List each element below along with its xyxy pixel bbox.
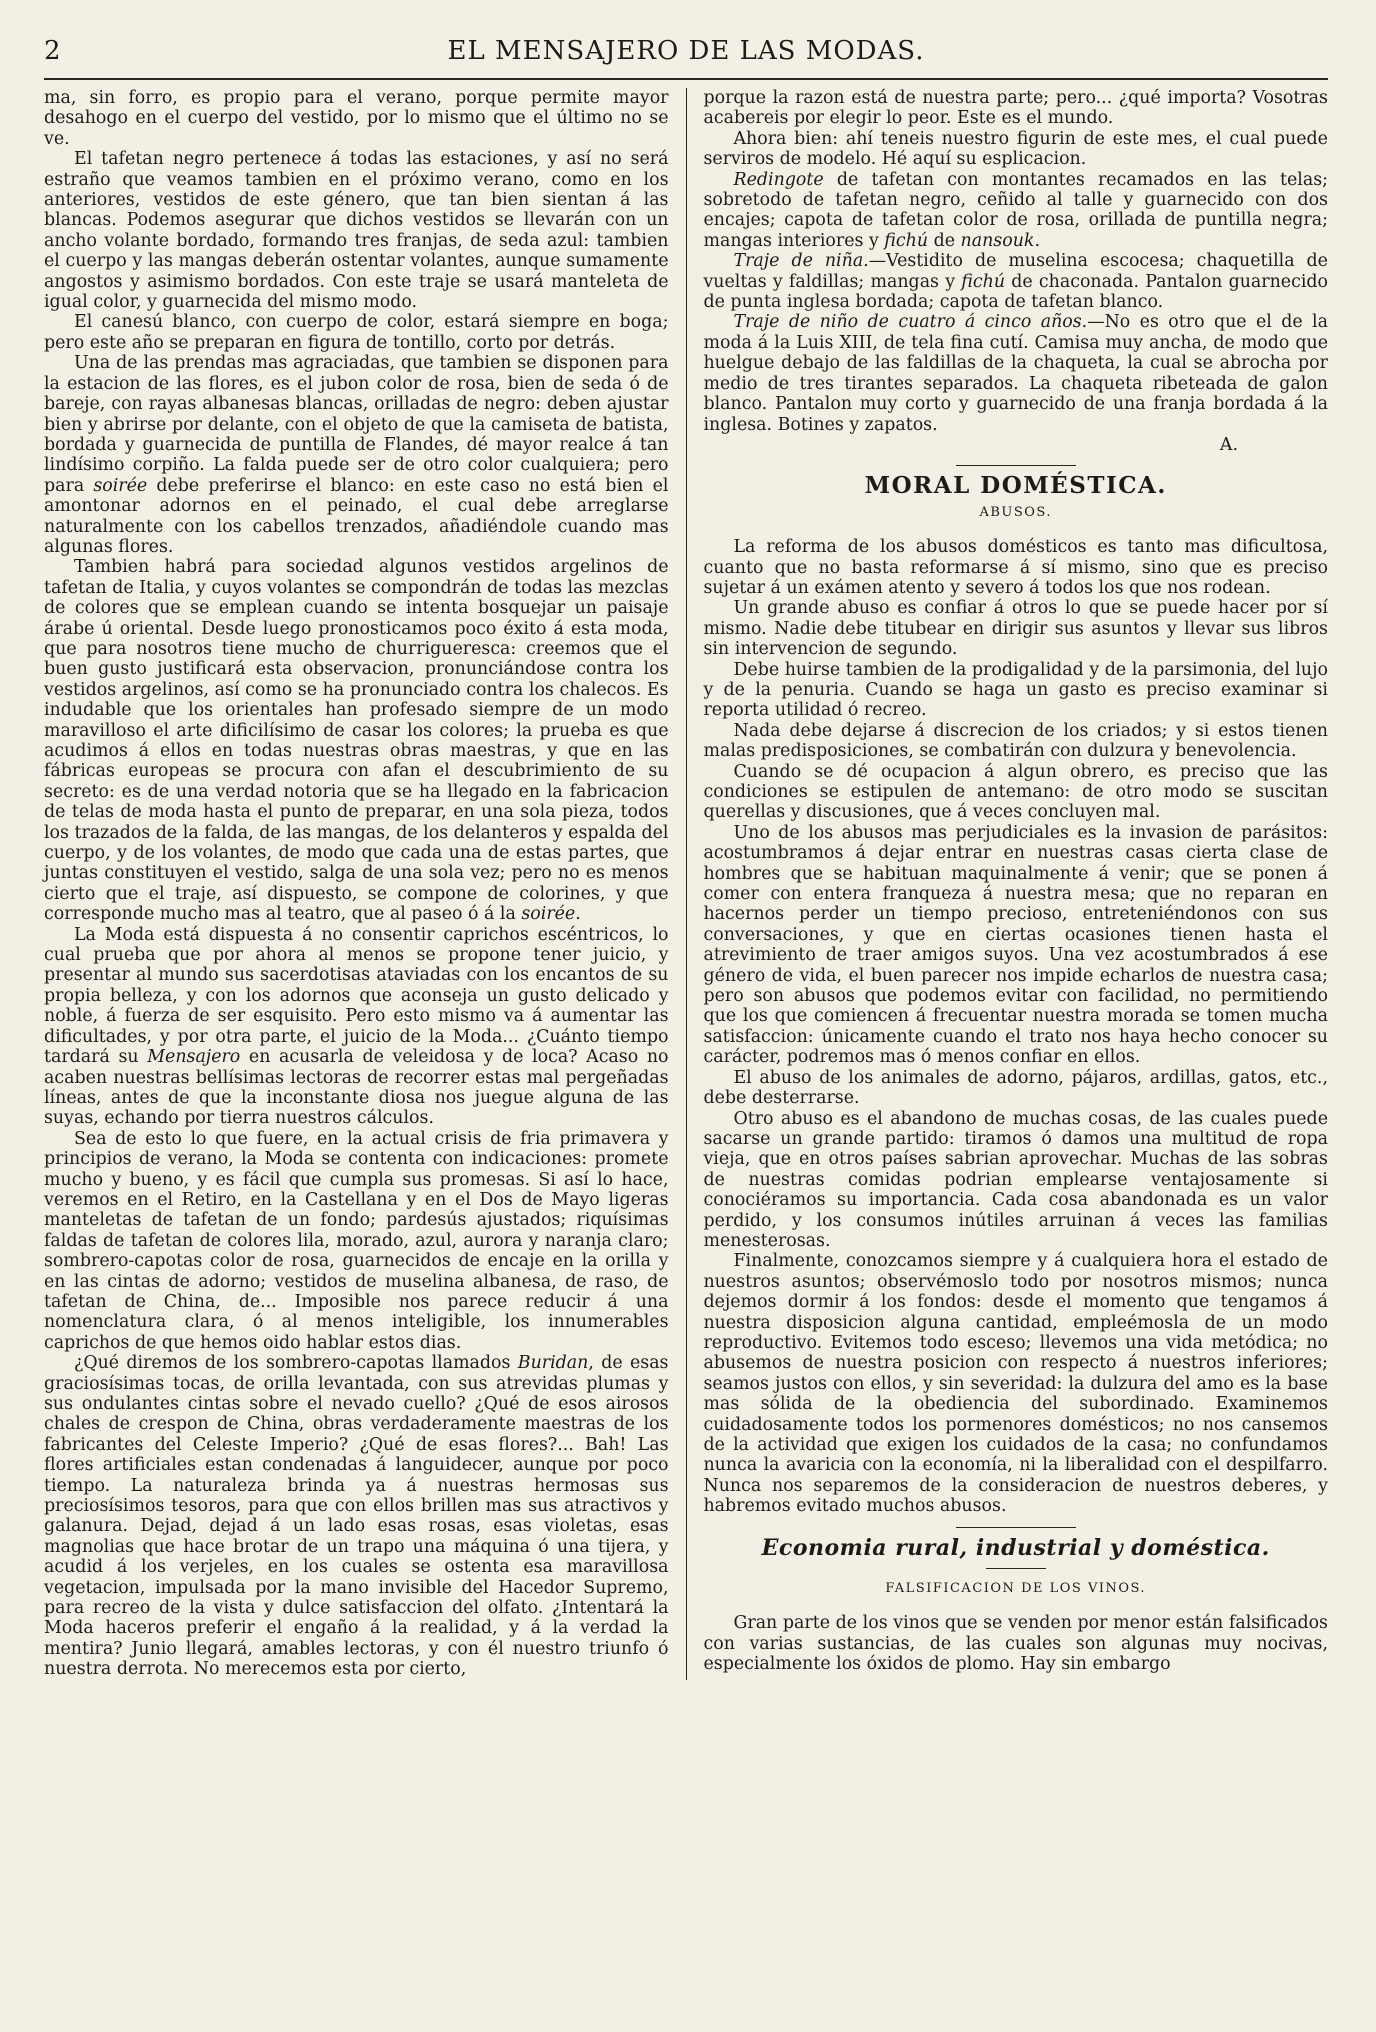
paragraph: El tafetan negro pertenece á todas las estaciones, y así no será estraño que veamos tambien en el próximo verano, como en los anteriores, vestidos de este género, que tan bien sientan á las blancas. Podemos asegurar que dichos vestidos se llevarán con un ancho volante bordado, formando tres franjas, de seda azul: tambien el cuerpo y las mangas deberán ostentar volantes, aunque sumamente angostos y asimismo bordados. Con este traje se usará manteleta de igual color, y guarnecida del mismo modo. bbox=[44, 149, 669, 313]
paragraph: El abuso de los animales de adorno, pájaros, ardillas, gatos, etc., debe desterrarse. bbox=[703, 1067, 1328, 1109]
paragraph: Tambien habrá para sociedad algunos vestidos argelinos de tafetan de Italia, y cuyos volantes se compondrán de todas las mezclas de colores que se emplean cuando se intenta bosquejar un paisaje árabe ú oriental. Desde luego pronosticamos poco éxito á esta moda, que para nosotros tiene mucho de churrigueresca: creemos que el buen gusto justificará esta observacion, pronunciándose contra los vestidos argelinos, así como se ha pronunciado contra los chalecos. Es indudable que los orientales han profesado siempre de un modo maravilloso el arte dificilísimo de casar los colores; la prueba es que acudimos á ellos en todas nuestras obras maestras, y que en las fábricas europeas se procura con afan el descubrimiento de su secreto: es de una verdad notoria que se ha llegado en la fabricacion de telas de moda hasta el punto de preparar, en una sola pieza, todos los trazados de la falda, de las mangas, de los delanteros y espalda del cuerpo, y de los volantes, de modo que cada una de estas partes, que juntas constituyen el vestido, salga de una sola vez; pero no es menos cierto que el traje, así dispuesto, se compone de colorines, y que corresponde mucho mas al teatro, que al paseo ó á la soirée. bbox=[44, 557, 669, 925]
paragraph: Nada debe dejarse á discrecion de los criados; y si estos tienen malas predisposiciones, se combatirán con dulzura y benevolencia. bbox=[703, 720, 1328, 762]
paragraph: Ahora bien: ahí teneis nuestro figurin de este mes, el cual puede serviros de modelo. Hé aquí su esplicacion. bbox=[703, 128, 1328, 170]
signature: A. bbox=[1219, 434, 1238, 455]
column-divider bbox=[686, 88, 687, 1680]
paragraph: Uno de los abusos mas perjudiciales es la invasion de parásitos: acostumbramos á dejar entrar en nuestras casas cierta clase de hombres que se habituan maquinalmente á venir; que se ponen á comer con entera franqueza á nuestra mesa; que no reparan en hacernos perder un tiempo precioso, entreteniéndonos con sus conversaciones, y que en ciertas ocasiones tienen hasta el atrevimiento de traer amigos suyos. Una vez acostumbrados á ese género de vida, el buen parecer nos impide echarlos de nuestra casa; pero son abusos que podemos evitar con facilidad, no permitiendo que los que comiencen á frecuentar nuestra morada se tomen mucha satisfaccion: únicamente cuando el trato nos haya hecho conocer su carácter, podremos mas ó menos confiar en ellos. bbox=[703, 822, 1328, 1068]
paragraph: El canesú blanco, con cuerpo de color, estará siempre en boga; pero este año se preparan en figura de tontillo, corto por detrás. bbox=[44, 312, 669, 353]
section-rule bbox=[956, 1527, 1076, 1528]
paragraph: Una de las prendas mas agraciadas, que tambien se disponen para la estacion de las flores, es el jubon color de rosa, bien de seda ó de bareje, con rayas albanesas blancas, orilladas de negro: deben ajustar bien y abrirse por delante, con el objeto de que la camiseta de batista, bordada y guarnecida de puntilla de Flandes, dé mayor realce á tan lindísimo corpiño. La falda puede ser de otro color cualquiera; pero para soirée debe preferirse el blanco: en este caso no está bien el amontonar adornos en el peinado, el cual debe arreglarse naturalmente con los cabellos trenzados, añadiéndole cuando mas algunas flores. bbox=[44, 353, 669, 557]
paragraph: porque la razon está de nuestra parte; pero... ¿qué importa? Vosotras acabereis por elegir lo peor. Este es el mundo. bbox=[703, 88, 1328, 129]
paragraph: Gran parte de los vinos que se venden por menor están falsificados con varias sustancias, de las cuales son algunas muy nocivas, especialmente los óxidos de plomo. Hay sin embargo bbox=[703, 1613, 1328, 1675]
paragraph: Un grande abuso es confiar á otros lo que se puede hacer por sí mismo. Nadie debe titubear en dirigir sus asuntos y llevar sus libros sin intervencion de segundo. bbox=[703, 598, 1328, 660]
paragraph: Otro abuso es el abandono de muchas cosas, de las cuales puede sacarse un grande partido: tiramos ó damos una multitud de ropa vieja, que en otros países sabrian aprovechar. Muchas de las sobras de nuestras comidas podrian emplearse ventajosamente si conociéramos su importancia. Cada cosa abandonada es un valor perdido, y los consumos inútiles arruinan á veces las familias menesterosas. bbox=[703, 1108, 1328, 1251]
paragraph: Traje de niño de cuatro á cinco años.—No es otro que el de la moda á la Luis XIII, de tela fina cutí. Camisa muy ancha, de modo que huelgue debajo de las faldillas de la chaqueta, la cual se abrocha por medio de tres tirantes separados. La chaqueta ribeteada de galon blanco. Pantalon muy corto y guarnecido de una franja bordada á la inglesa. Botines y zapatos. bbox=[703, 312, 1328, 435]
section-rule bbox=[956, 465, 1076, 466]
paragraph: Redingote de tafetan con montantes recamados en las telas; sobretodo de tafetan negro, ceñido al talle y guarnecido con dos encajes; capota de tafetan color de rosa, orillada de puntilla negra; mangas interiores y fichú de nansouk. bbox=[703, 169, 1328, 251]
paragraph: La Moda está dispuesta á no consentir caprichos escéntricos, lo cual prueba que por ahora al menos se propone tener juicio, y presentar al mundo sus sacerdotisas ataviadas con los encantos de su propia belleza, y con los adornos que aconseja un gusto delicado y noble, á fuerza de ser esquisito. Pero esto mismo va á aumentar las dificultades, y por otra parte, el juicio de la Moda... ¿Cuánto tiempo tardará su Mensajero en acusarla de veleidosa y de loca? Acaso no acaben nuestras bellísimas lectoras de recorrer estas mal pergeñadas líneas, antes de que la inconstante diosa nos juegue alguna de las suyas, echando por tierra nuestros cálculos. bbox=[44, 924, 669, 1129]
paragraph: ma, sin forro, es propio para el verano, porque permite mayor desahogo en el cuerpo del vestido, por lo mismo que el último no se ve. bbox=[44, 88, 669, 149]
masthead: EL MENSAJERO DE LAS MODAS. bbox=[447, 36, 925, 66]
section-title-moral: MORAL DOMÉSTICA. bbox=[864, 472, 1167, 500]
paragraph: ¿Qué diremos de los sombrero-capotas llamados Buridan, de esas graciosísimas tocas, de orilla levantada, con sus atrevidas plumas y sus ondulantes cintas sobre el nevado cuello? ¿Qué de esos airosos chales de crespon de China, obras verdaderamente maestras de los fabricantes del Celeste Imperio? ¿Qué de esas flores?... Bah! Las flores artificiales estan condenadas á languidecer, aunque por poco tiempo. La naturaleza brinda ya á nuestras hermosas sus preciosísimos tesoros, para que con ellos brillen mas sus atractivos y galanura. Dejad, dejad á un lado esas rosas, esas violetas, esas magnolias que hace brotar de un trapo una máquina ó una tijera, y acudid á los verjeles, en los cuales se ostenta esa maravillosa vegetacion, impulsada por la mano invisible del Hacedor Supremo, para recreo de la vista y dulce satisfaccion del olfato. ¿Intentará la Moda haceros preferir el engaño á la realidad, y á la verdad la mentira? Junio llegará, amables lectoras, y con él nuestro triunfo ó nuestra derrota. No merecemos esta por cierto, bbox=[44, 1353, 669, 1680]
section-title-economia: Economia rural, industrial y doméstica. bbox=[761, 1534, 1270, 1561]
paragraph: Debe huirse tambien de la prodigalidad y de la parsimonia, del lujo y de la penuria. Cuando se haga un gasto es preciso examinar si reporta utilidad ó recreo. bbox=[703, 659, 1328, 721]
page-number: 2 bbox=[44, 36, 61, 66]
paragraph: La reforma de los abusos domésticos es tanto mas dificultosa, cuanto que no basta reformarse á sí mismo, sino que es preciso sujetar á un exámen atento y severo á todos los que nos rodean. bbox=[703, 537, 1328, 598]
paragraph: Traje de niña.—Vestidito de muselina escocesa; chaquetilla de vueltas y faldillas; mangas y fichú de chaconada. Pantalon guarnecido de punta inglesa bordada; capota de tafetan blanco. bbox=[703, 251, 1328, 313]
paragraph: Finalmente, conozcamos siempre y á cualquiera hora el estado de nuestros asuntos; observémoslo todo por nosotros mismos; nunca dejemos dormir á los fondos: desde el momento que tengamos á nuestra disposicion alguna cantidad, empleémosla de un modo reproductivo. Evitemos todo esceso; llevemos una vida metódica; no abusemos de nuestra posicion con respecto á nuestros inferiores; seamos justos con ellos, y sin severidad: la dulzura del amo es la base mas sólida de la obediencia del subordinado. Examinemos cuidadosamente todos los pormenores domésticos; no nos cansemos de la actividad que exigen los cuidados de la casa; no confundamos nunca la avaricia con la economía, ni la liberalidad con el despilfarro. Nunca nos separemos de la consideracion de nuestros deberes, y habremos evitado muchos abusos. bbox=[703, 1251, 1328, 1517]
paragraph: Cuando se dé ocupacion á algun obrero, es preciso que las condiciones se estipulen de antemano: de otro modo se suscitan querellas y discusiones, que á veces concluyen mal. bbox=[703, 761, 1328, 823]
section-subtitle: ABUSOS. bbox=[979, 504, 1052, 520]
text-columns bbox=[44, 88, 1328, 1680]
section-subtitle: FALSIFICACION DE LOS VINOS. bbox=[885, 1581, 1147, 1597]
left-column bbox=[44, 88, 681, 1680]
right-column bbox=[691, 88, 1328, 1680]
page-header bbox=[44, 30, 1328, 80]
section-rule bbox=[986, 1568, 1046, 1569]
paragraph: Sea de esto lo que fuere, en la actual crisis de fria primavera y principios de verano, la Moda se contenta con indicaciones: promete mucho y bueno, y es fácil que cumpla sus promesas. Si así lo hace, veremos en el Retiro, en la Castellana y en el Dos de Mayo ligeras manteletas de tafetan de un fondo; pardesús ajustados; riquísimas faldas de tafetan de colores lila, morado, azul, aurora y naranja claro; sombrero-capotas color de rosa, guarnecidos de encaje en la orilla y en las cintas de adorno; vestidos de muselina albanesa, de raso, de tafetan de China, de... Imposible nos parece reducir á una nomenclatura clara, ó al menos inteligible, los innumerables caprichos de que hemos oido hablar estos dias. bbox=[44, 1128, 669, 1353]
